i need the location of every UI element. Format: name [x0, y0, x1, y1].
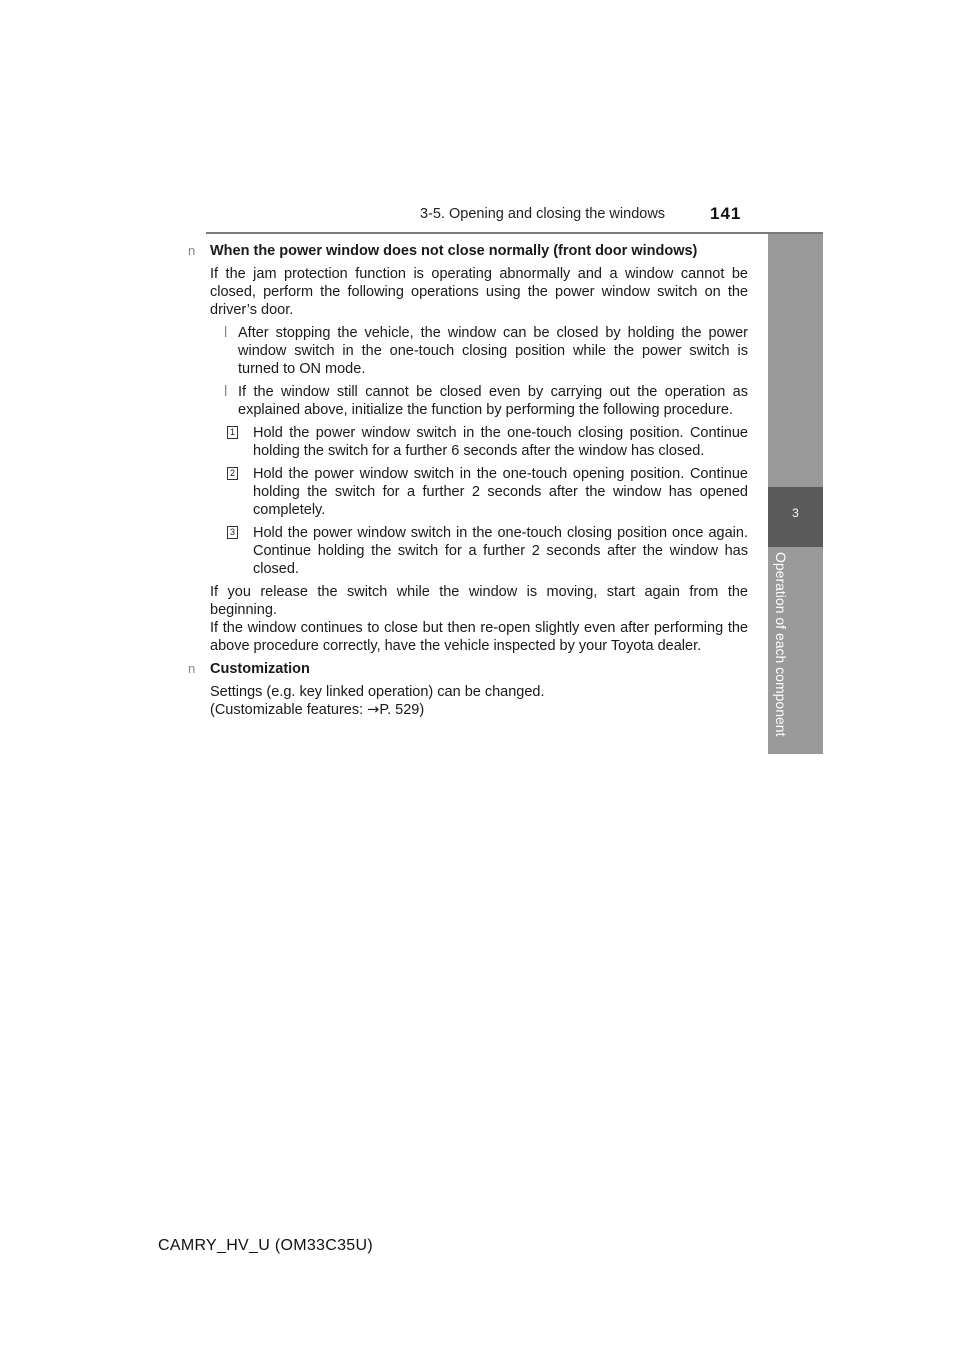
step-text: Hold the power window switch in the one-touch opening position. Continue holding the switch for a further 2 seconds after the window has opened completely. [253, 466, 748, 518]
step-number-box: 2 [227, 467, 238, 480]
reference-prefix: (Customizable features: [210, 702, 368, 718]
bullet-text: If the window still cannot be closed even by carrying out the operation as explained above, initialize the function by performing the following procedure. [238, 384, 748, 418]
page-reference-link[interactable]: P. 529) [379, 702, 425, 718]
bullet-item [224, 324, 748, 378]
header-rule [206, 232, 823, 234]
note-paragraph: If the window continues to close but then re-open slightly even after performing the above procedure correctly, have the vehicle inspected by your Toyota dealer. [210, 620, 748, 654]
page-content [188, 242, 748, 724]
bullet-marker-icon: l [224, 325, 228, 341]
step-number-box: 3 [227, 526, 238, 539]
step-number-box: 1 [227, 426, 238, 439]
section-heading-power-window [188, 242, 748, 260]
footer-model-code: CAMRY_HV_U (OM33C35U) [158, 1237, 373, 1254]
section-title: 3-5. Opening and closing the windows [420, 206, 666, 222]
chapter-number: 3 [792, 506, 799, 520]
arrow-right-icon: → [367, 702, 380, 718]
bullet-marker-icon: l [224, 384, 228, 400]
section-title-customization: Customization [210, 661, 310, 677]
step-text: Hold the power window switch in the one-touch closing position once again. Continue holding the switch for a further 2 seconds after the window has closed. [253, 525, 748, 577]
intro-paragraph: If the jam protection function is operating abnormally and a window cannot be closed, perform the following operations using the power window switch on the driver’s door. [210, 266, 748, 318]
note-paragraph: If you release the switch while the window is moving, start again from the beginning. [210, 584, 748, 618]
step-text: Hold the power window switch in the one-touch closing position. Continue holding the switch for a further 6 seconds after the window has closed. [253, 425, 748, 459]
step-item [229, 424, 748, 460]
section-heading-customization [188, 660, 748, 678]
page-number: 141 [710, 204, 742, 223]
section-title-power-window: When the power window does not close normally (front door windows) [210, 243, 698, 259]
step-item [229, 465, 748, 519]
bullet-item [224, 383, 748, 419]
section-marker-icon: n [188, 243, 196, 258]
customization-reference [210, 701, 748, 719]
bullet-text: After stopping the vehicle, the window can be closed by holding the power window switch in the one-touch closing position while the power switch is turned to ON mode. [238, 325, 748, 377]
chapter-title: Operation of each component [773, 552, 789, 737]
section-marker-icon: n [188, 661, 196, 676]
customization-text: Settings (e.g. key linked operation) can be changed. [210, 684, 545, 700]
step-item [229, 524, 748, 578]
